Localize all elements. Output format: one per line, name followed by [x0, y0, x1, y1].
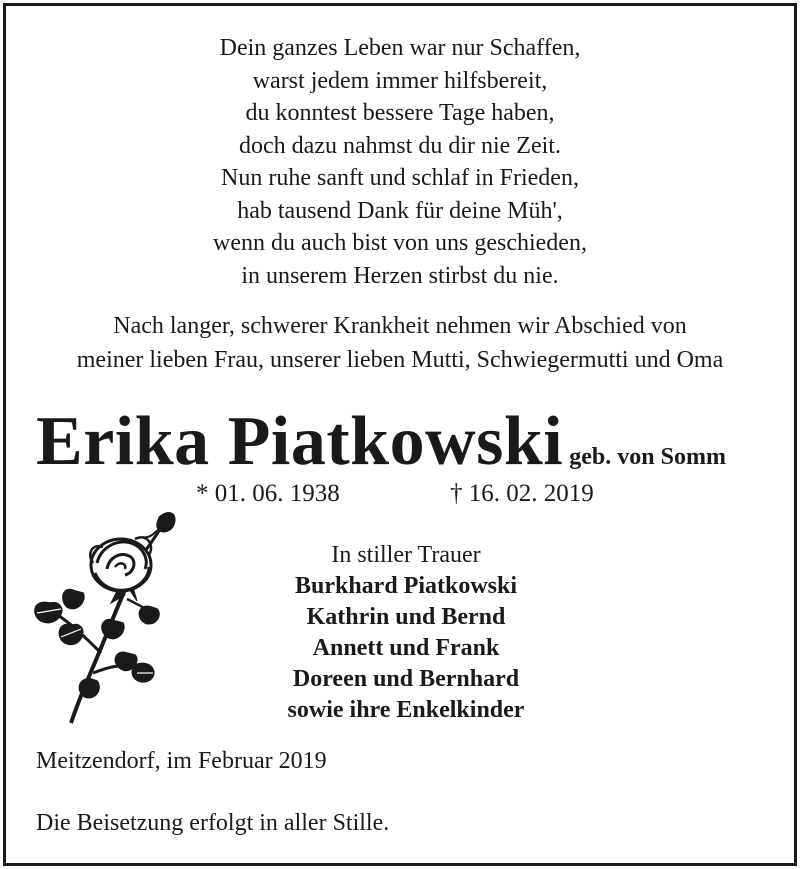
poem-line: Nun ruhe sanft und schlaf in Frieden, — [221, 165, 579, 191]
mourners-list — [256, 540, 556, 726]
poem-line: Dein ganzes Leben war nur Schaffen, — [219, 35, 581, 61]
poem-line: warst jedem immer hilfsbereit, — [252, 67, 548, 94]
mourner-name: sowie ihre Enkelkinder — [287, 697, 525, 723]
mourner-name: Burkhard Piatkowski — [294, 573, 518, 599]
place-and-date: Meitzendorf, im Februar 2019 — [36, 748, 327, 774]
poem-line: doch dazu nahmst du dir nie Zeit. — [239, 132, 561, 159]
maiden-name: geb. von Somm — [569, 444, 726, 470]
memorial-poem — [6, 32, 794, 292]
intro-line: Nach langer, schwerer Krankheit nehmen wir Abschied von — [113, 313, 687, 339]
death-date: † 16. 02. 2019 — [450, 480, 594, 507]
poem-line: in unserem Herzen stirbst du nie. — [241, 262, 559, 289]
funeral-note: Die Beisetzung erfolgt in aller Stille. — [36, 810, 390, 836]
obituary-notice — [3, 3, 797, 866]
poem-line: wenn du auch bist von uns geschieden, — [213, 230, 587, 256]
poem-line: du konntest bessere Tage haben, — [245, 100, 555, 126]
mourner-name: Annett und Frank — [312, 635, 500, 661]
birth-date: * 01. 06. 1938 — [196, 480, 340, 507]
poem-line: hab tausend Dank für deine Müh', — [237, 197, 563, 224]
mourner-name: Kathrin und Bernd — [306, 604, 506, 630]
deceased-name: Erika Piatkowski — [36, 403, 564, 480]
deceased-name-row — [36, 398, 726, 486]
farewell-intro — [6, 309, 794, 377]
mourning-heading: In stiller Trauer — [331, 542, 481, 568]
rose-icon — [31, 503, 191, 725]
mourner-name: Doreen und Bernhard — [292, 666, 520, 692]
intro-line: meiner lieben Frau, unserer lieben Mutti, Schwiegermutti und Oma — [76, 347, 724, 373]
